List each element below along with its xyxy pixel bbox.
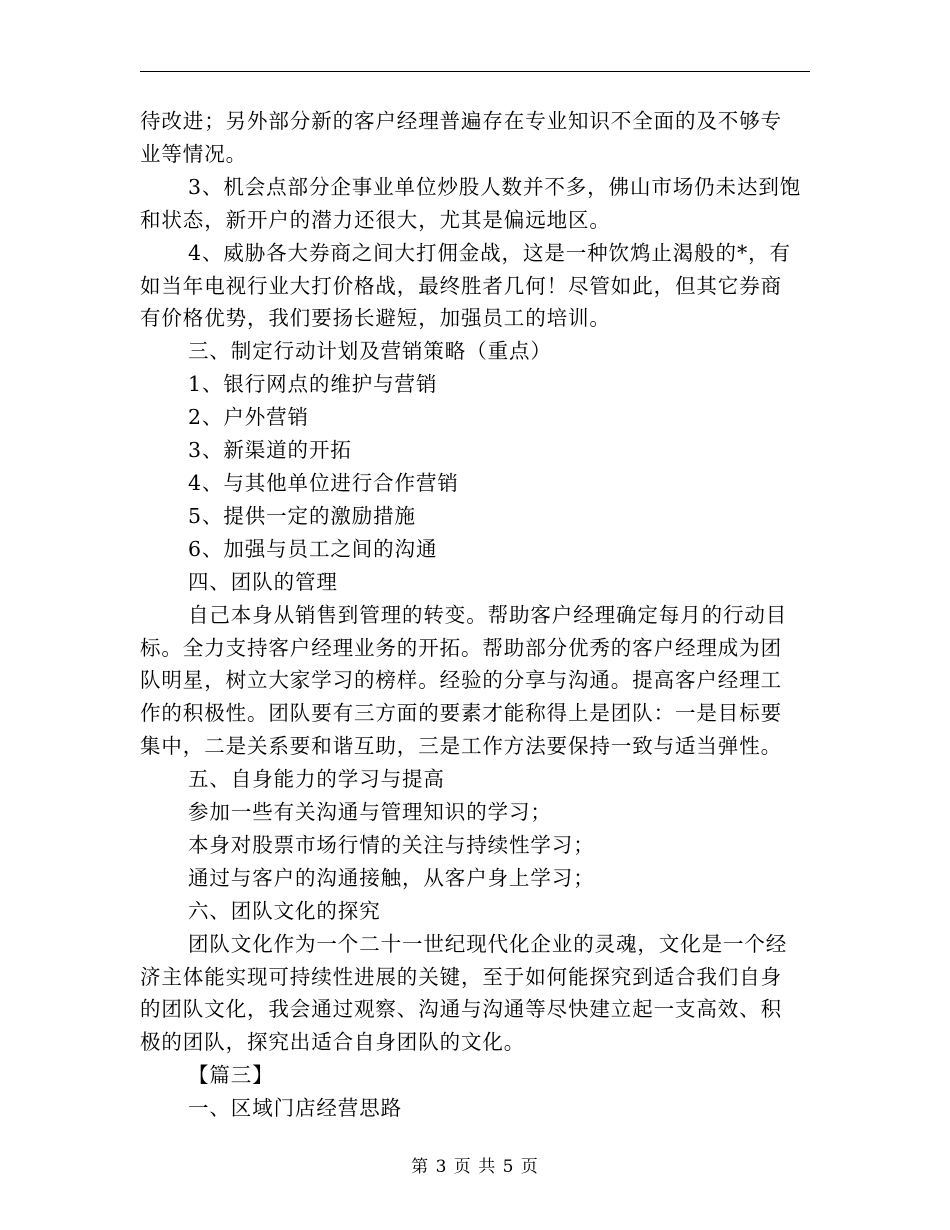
header-divider [140, 71, 810, 72]
text-line: 自己本身从销售到管理的转变。帮助客户经理确定每月的行动目 [188, 602, 788, 627]
text-line: 的团队文化，我会通过观察、沟通与沟通等尽快建立起一支高效、积 [140, 997, 782, 1022]
list-item: 4、与其他单位进行合作营销 [188, 470, 459, 495]
page-number-footer: 第 3 页 共 5 页 [411, 1157, 539, 1177]
list-item: 参加一些有关沟通与管理知识的学习； [188, 800, 552, 825]
text-line: 3、机会点部分企事业单位炒股人数并不多，佛山市场仍未达到饱 [188, 174, 802, 199]
section-heading: 六、团队文化的探究 [188, 898, 381, 923]
text-line: 业等情况。 [140, 141, 247, 166]
document-body [140, 105, 820, 1125]
list-item: 通过与客户的沟通接触，从客户身上学习； [188, 865, 595, 890]
section-heading: 三、制定行动计划及营销策略（重点） [188, 339, 552, 364]
list-item: 2、户外营销 [188, 405, 309, 430]
list-item: 1、银行网点的维护与营销 [188, 372, 438, 397]
text-line: 团队文化作为一个二十一世纪现代化企业的灵魂，文化是一个经 [188, 931, 788, 956]
section-heading: 五、自身能力的学习与提高 [188, 767, 445, 792]
list-item: 3、新渠道的开拓 [188, 438, 352, 463]
text-line: 和状态，新开户的潜力还很大，尤其是偏远地区。 [140, 207, 611, 232]
text-line: 如当年电视行业大打价格战，最终胜者几何！尽管如此，但其它券商 [140, 273, 782, 298]
text-line: 极的团队，探究出适合自身团队的文化。 [140, 1030, 526, 1055]
text-line: 标。全力支持客户经理业务的开拓。帮助部分优秀的客户经理成为团 [140, 635, 782, 660]
text-line: 有价格优势，我们要扬长避短，加强员工的培训。 [140, 306, 611, 331]
text-line: 待改进；另外部分新的客户经理普遍存在专业知识不全面的及不够专 [140, 109, 782, 133]
text-line: 作的积极性。团队要有三方面的要素才能称得上是团队：一是目标要 [140, 701, 782, 726]
list-item: 本身对股票市场行情的关注与持续性学习； [188, 832, 595, 857]
list-item: 6、加强与员工之间的沟通 [188, 536, 438, 561]
text-line: 队明星，树立大家学习的榜样。经验的分享与沟通。提高客户经理工 [140, 668, 782, 693]
section-heading: 四、团队的管理 [188, 569, 338, 594]
section-heading: 一、区域门店经营思路 [188, 1096, 402, 1121]
chapter-heading: 【篇三】 [188, 1063, 274, 1088]
text-line: 集中，二是关系要和谐互助，三是工作方法要保持一致与适当弹性。 [140, 734, 782, 759]
text-line: 济主体能实现可持续性进展的关键，至于如何能探究到适合我们自身 [140, 964, 782, 989]
text-line: 4、威胁各大券商之间大打佣金战，这是一种饮鸩止渴般的*，有 [188, 240, 791, 265]
list-item: 5、提供一定的激励措施 [188, 503, 416, 528]
